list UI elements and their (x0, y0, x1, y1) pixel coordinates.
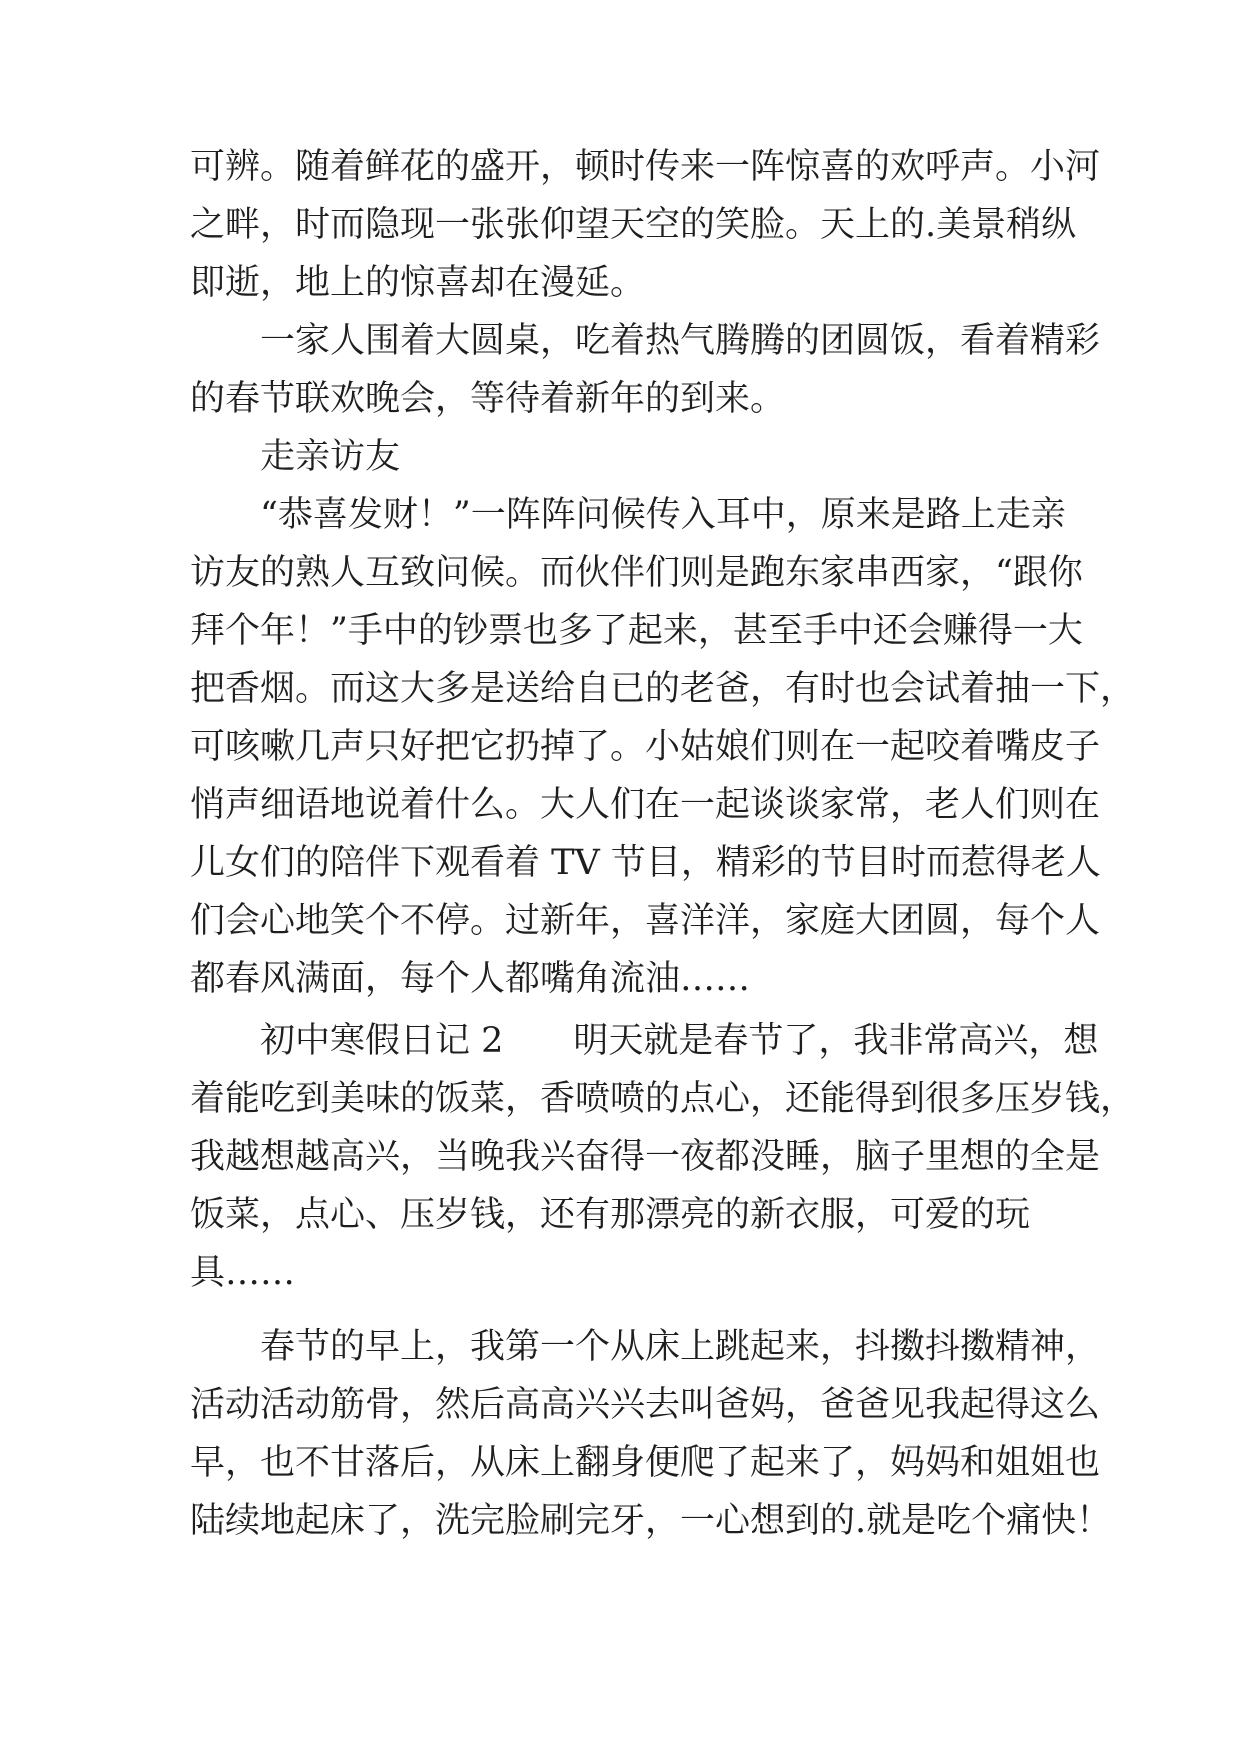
text-line: 之畔，时而隐现一张张仰望天空的笑脸。天上的.美景稍纵 (190, 205, 1077, 245)
text-line: 把香烟。而这大多是送给自已的老爸，有时也会试着抽一下， (190, 669, 1136, 709)
text-line: 活动活动筋骨，然后高高兴兴去叫爸妈，爸爸见我起得这么 (190, 1385, 1101, 1425)
paragraph-first-line: 一家人围着大圆桌，吃着热气腾腾的团圆饭，看着精彩 (260, 321, 1101, 361)
section-heading: 走亲访友 (260, 437, 401, 477)
text-line: 可辨。随着鲜花的盛开，顿时传来一阵惊喜的欢呼声。小河 (190, 147, 1101, 187)
paragraph-first-line: 春节的早上，我第一个从床上跳起来，抖擞抖擞精神， (260, 1327, 1101, 1367)
text-line: 陆续地起床了，洗完脸刷完牙，一心想到的.就是吃个痛快！ (190, 1501, 1112, 1541)
text-line: 可咳嗽几声只好把它扔掉了。小姑娘们则在一起咬着嘴皮子 (190, 727, 1101, 767)
text-line: 儿女们的陪伴下观看着 TV 节目，精彩的节目时而惹得老人 (190, 843, 1101, 883)
text-line: 访友的熟人互致问候。而伙伴们则是跑东家串西家，“跟你 (190, 553, 1083, 593)
text-line: 早，也不甘落后，从床上翻身便爬了起来了，妈妈和姐姐也 (190, 1443, 1101, 1483)
text-line: 们会心地笑个不停。过新年，喜洋洋，家庭大团圆，每个人 (190, 901, 1101, 941)
text-line: 拜个年！”手中的钞票也多了起来，甚至手中还会赚得一大 (190, 611, 1083, 651)
text-line: 的春节联欢晚会，等待着新年的到来。 (190, 379, 786, 419)
text-line: 即逝，地上的惊喜却在漫延。 (190, 263, 646, 303)
paragraph-first-line: “恭喜发财！”一阵阵问候传入耳中，原来是路上走亲 (260, 495, 1066, 535)
document-body (190, 138, 1136, 1550)
text-line: 饭菜，点心、压岁钱，还有那漂亮的新衣服，可爱的玩 (190, 1195, 1031, 1235)
text-line: 着能吃到美味的饭菜，香喷喷的点心，还能得到很多压岁钱， (190, 1079, 1136, 1119)
paragraph-first-line: 初中寒假日记 2 明天就是春节了，我非常高兴，想 (260, 1021, 1099, 1061)
text-line: 具…… (190, 1253, 296, 1293)
text-line: 都春风满面，每个人都嘴角流油…… (190, 959, 751, 999)
text-line: 我越想越高兴，当晚我兴奋得一夜都没睡，脑子里想的全是 (190, 1137, 1101, 1177)
text-line: 悄声细语地说着什么。大人们在一起谈谈家常，老人们则在 (190, 785, 1101, 825)
